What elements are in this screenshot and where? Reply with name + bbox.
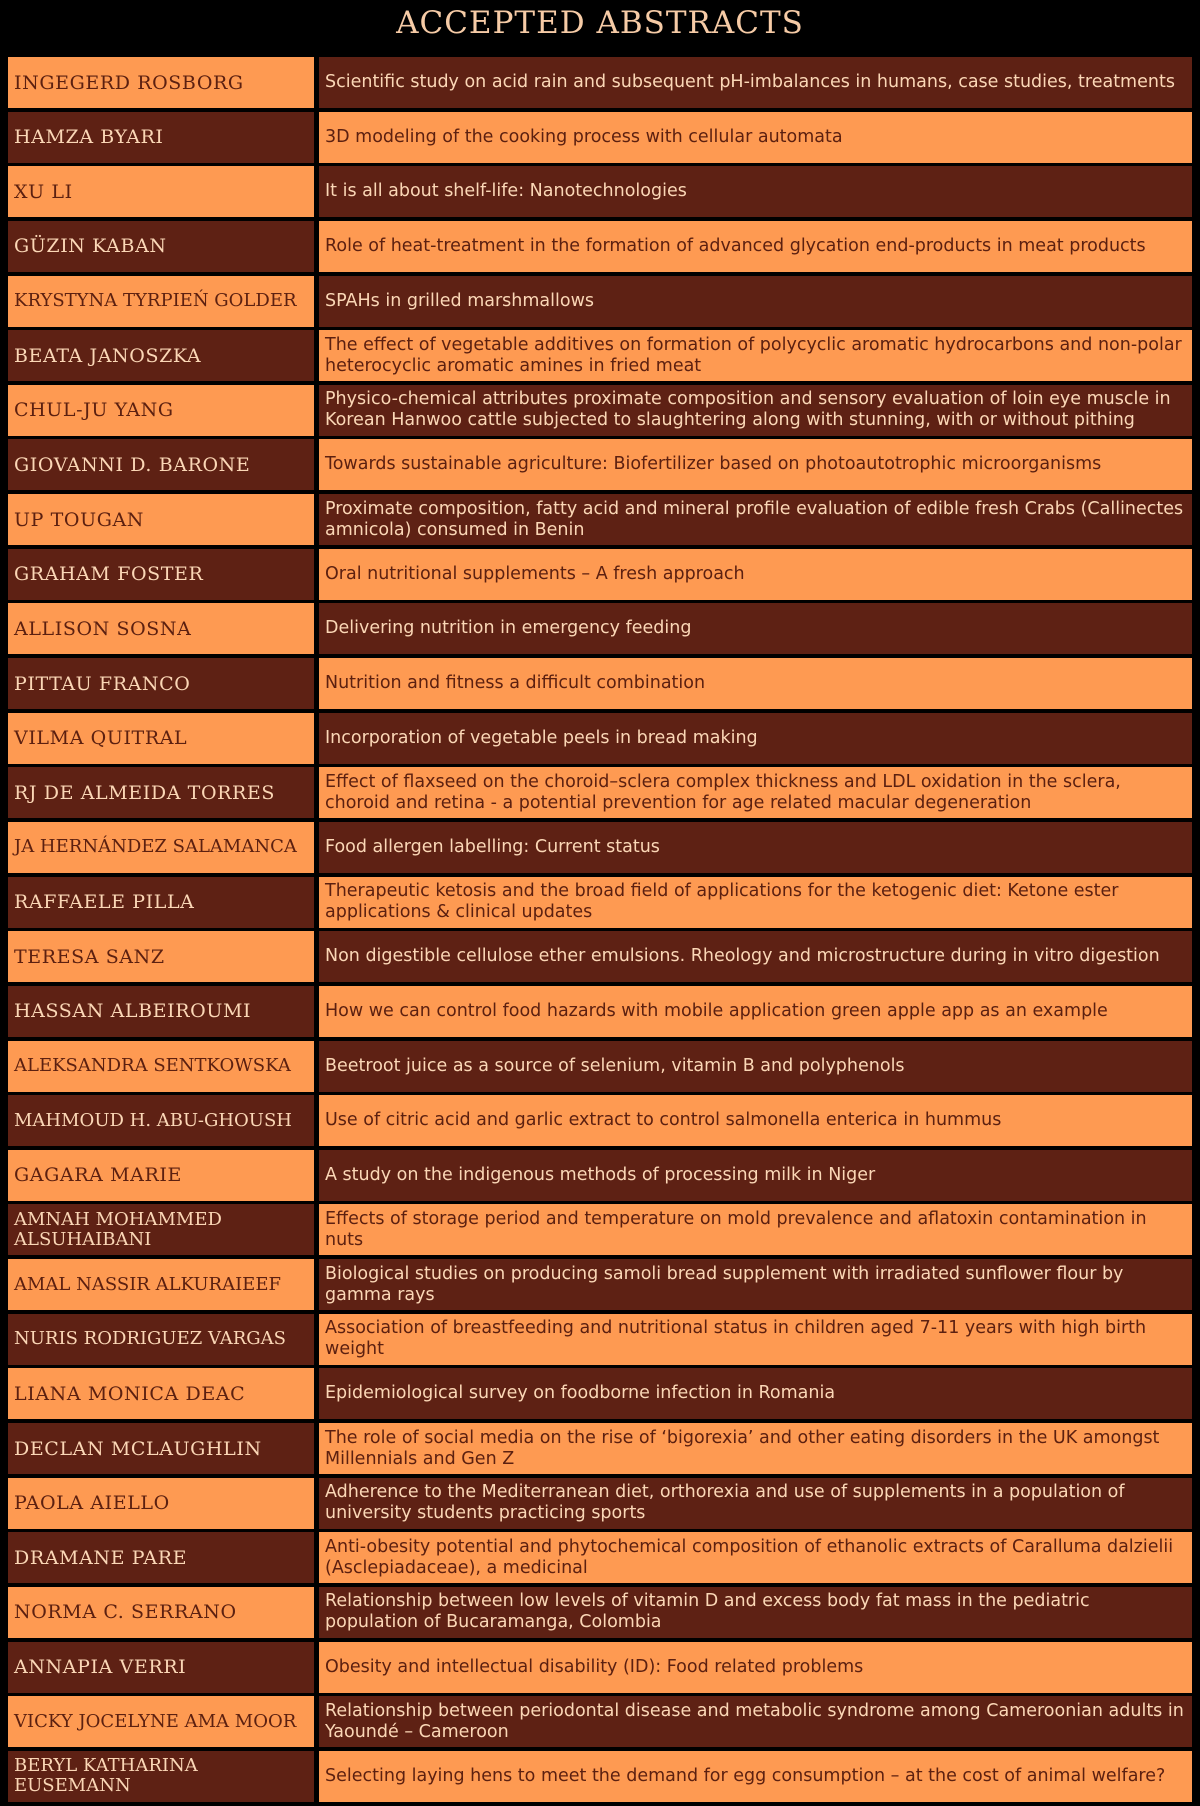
page-title: ACCEPTED ABSTRACTS <box>396 5 804 41</box>
author-name: BEATA JANOSZKA <box>8 330 314 381</box>
abstract-title: Delivering nutrition in emergency feeding <box>319 603 1192 654</box>
abstract-row <box>8 439 1192 490</box>
abstract-row <box>8 494 1192 545</box>
abstract-row <box>8 1041 1192 1092</box>
abstract-title: Incorporation of vegetable peels in bread making <box>319 713 1192 764</box>
abstract-row <box>8 1696 1192 1747</box>
abstract-title: Epidemiological survey on foodborne infection in Romania <box>319 1368 1192 1419</box>
abstract-row <box>8 1587 1192 1638</box>
abstract-title: SPAHs in grilled marshmallows <box>319 276 1192 327</box>
abstract-title: Selecting laying hens to meet the demand for egg consumption – at the cost of animal welfare? <box>319 1751 1192 1802</box>
abstract-row <box>8 1095 1192 1146</box>
abstracts-table <box>8 57 1192 1806</box>
abstract-row <box>8 1478 1192 1529</box>
abstract-title: Effect of flaxseed on the choroid–sclera complex thickness and LDL oxidation in the sclera, choroid and retina - a potential prevention for age related macular degeneration <box>319 767 1192 818</box>
author-name: HASSAN ALBEIROUMI <box>8 986 314 1037</box>
abstract-row <box>8 658 1192 709</box>
abstract-title: Non digestible cellulose ether emulsions. Rheology and microstructure during in vitro digestion <box>319 931 1192 982</box>
abstract-title: 3D modeling of the cooking process with cellular automata <box>319 112 1192 163</box>
abstract-title: Biological studies on producing samoli bread supplement with irradiated sunflower flour by gamma rays <box>319 1259 1192 1310</box>
abstract-row <box>8 112 1192 163</box>
author-name: GAGARA MARIE <box>8 1150 314 1201</box>
abstract-row <box>8 166 1192 217</box>
author-name: PITTAU FRANCO <box>8 658 314 709</box>
abstract-row <box>8 57 1192 108</box>
author-name: DECLAN MCLAUGHLIN <box>8 1423 314 1474</box>
author-name: RAFFAELE PILLA <box>8 877 314 928</box>
abstract-title: Effects of storage period and temperature on mold prevalence and aflatoxin contamination in nuts <box>319 1204 1192 1255</box>
abstract-row <box>8 276 1192 327</box>
author-name: INGEGERD ROSBORG <box>8 57 314 108</box>
abstract-title: Food allergen labelling: Current status <box>319 822 1192 873</box>
abstract-row <box>8 713 1192 764</box>
abstract-title: Oral nutritional supplements – A fresh approach <box>319 549 1192 600</box>
abstract-title: The effect of vegetable additives on formation of polycyclic aromatic hydrocarbons and non-polar heterocyclic aromatic amines in fried meat <box>319 330 1192 381</box>
abstract-row <box>8 1204 1192 1255</box>
abstract-row <box>8 385 1192 436</box>
author-name: GIOVANNI D. BARONE <box>8 439 314 490</box>
abstract-title: Association of breastfeeding and nutritional status in children aged 7-11 years with high birth weight <box>319 1314 1192 1365</box>
author-name: DRAMANE PARE <box>8 1532 314 1583</box>
author-name: AMAL NASSIR ALKURAIEEF <box>8 1259 314 1310</box>
author-name: HAMZA BYARI <box>8 112 314 163</box>
author-name: TERESA SANZ <box>8 931 314 982</box>
author-name: AMNAH MOHAMMED ALSUHAIBANI <box>8 1204 314 1255</box>
abstract-title: Therapeutic ketosis and the broad field of applications for the ketogenic diet: Ketone ester applications & clinical updates <box>319 877 1192 928</box>
author-name: NURIS RODRIGUEZ VARGAS <box>8 1314 314 1365</box>
author-name: CHUL-JU YANG <box>8 385 314 436</box>
abstract-title: Obesity and intellectual disability (ID): Food related problems <box>319 1642 1192 1693</box>
author-name: VILMA QUITRAL <box>8 713 314 764</box>
author-name: XU LI <box>8 166 314 217</box>
abstract-title: Proximate composition, fatty acid and mineral profile evaluation of edible fresh Crabs (Callinectes amnicola) consumed in Benin <box>319 494 1192 545</box>
author-name: GRAHAM FOSTER <box>8 549 314 600</box>
abstract-title: It is all about shelf-life: Nanotechnologies <box>319 166 1192 217</box>
author-name: ALEKSANDRA SENTKOWSKA <box>8 1041 314 1092</box>
author-name: UP TOUGAN <box>8 494 314 545</box>
author-name: GÜZIN KABAN <box>8 221 314 272</box>
author-name: BERYL KATHARINA EUSEMANN <box>8 1751 314 1802</box>
abstract-title: Physico-chemical attributes proximate composition and sensory evaluation of loin eye muscle in Korean Hanwoo cattle subjected to slaughtering along with stunning, with or without pithing <box>319 385 1192 436</box>
author-name: VICKY JOCELYNE AMA MOOR <box>8 1696 314 1747</box>
abstract-title: Beetroot juice as a source of selenium, vitamin B and polyphenols <box>319 1041 1192 1092</box>
abstract-row <box>8 931 1192 982</box>
abstract-title: Nutrition and fitness a difficult combination <box>319 658 1192 709</box>
abstract-row <box>8 877 1192 928</box>
abstract-title: A study on the indigenous methods of processing milk in Niger <box>319 1150 1192 1201</box>
abstract-title: Towards sustainable agriculture: Biofertilizer based on photoautotrophic microorganisms <box>319 439 1192 490</box>
abstract-row <box>8 549 1192 600</box>
abstract-title: Adherence to the Mediterranean diet, orthorexia and use of supplements in a population of university students practicing sports <box>319 1478 1192 1529</box>
abstract-title: Role of heat-treatment in the formation of advanced glycation end-products in meat products <box>319 221 1192 272</box>
abstract-row <box>8 1150 1192 1201</box>
abstract-row <box>8 1314 1192 1365</box>
author-name: RJ DE ALMEIDA TORRES <box>8 767 314 818</box>
abstract-title: Relationship between low levels of vitamin D and excess body fat mass in the pediatric population of Bucaramanga, Colombia <box>319 1587 1192 1638</box>
abstract-row <box>8 1259 1192 1310</box>
author-name: ALLISON SOSNA <box>8 603 314 654</box>
author-name: NORMA C. SERRANO <box>8 1587 314 1638</box>
abstract-row <box>8 603 1192 654</box>
abstract-row <box>8 330 1192 381</box>
abstract-row <box>8 1368 1192 1419</box>
abstract-row <box>8 221 1192 272</box>
abstract-row <box>8 767 1192 818</box>
abstract-title: Anti-obesity potential and phytochemical composition of ethanolic extracts of Caralluma dalzielii (Asclepiadaceae), a medicinal <box>319 1532 1192 1583</box>
abstract-row <box>8 986 1192 1037</box>
author-name: LIANA MONICA DEAC <box>8 1368 314 1419</box>
author-name: MAHMOUD H. ABU-GHOUSH <box>8 1095 314 1146</box>
author-name: PAOLA AIELLO <box>8 1478 314 1529</box>
author-name: ANNAPIA VERRI <box>8 1642 314 1693</box>
abstract-row <box>8 1423 1192 1474</box>
author-name: JA HERNÁNDEZ SALAMANCA <box>8 822 314 873</box>
abstract-title: Scientific study on acid rain and subsequent pH-imbalances in humans, case studies, treatments <box>319 57 1192 108</box>
abstract-title: The role of social media on the rise of ‘bigorexia’ and other eating disorders in the UK amongst Millennials and Gen Z <box>319 1423 1192 1474</box>
abstract-row <box>8 1751 1192 1802</box>
abstract-row <box>8 822 1192 873</box>
abstract-title: Use of citric acid and garlic extract to control salmonella enterica in hummus <box>319 1095 1192 1146</box>
author-name: KRYSTYNA TYRPIEŃ GOLDER <box>8 276 314 327</box>
abstract-row <box>8 1642 1192 1693</box>
abstract-title: Relationship between periodontal disease and metabolic syndrome among Cameroonian adults in Yaoundé – Cameroon <box>319 1696 1192 1747</box>
abstract-row <box>8 1532 1192 1583</box>
abstract-title: How we can control food hazards with mobile application green apple app as an example <box>319 986 1192 1037</box>
